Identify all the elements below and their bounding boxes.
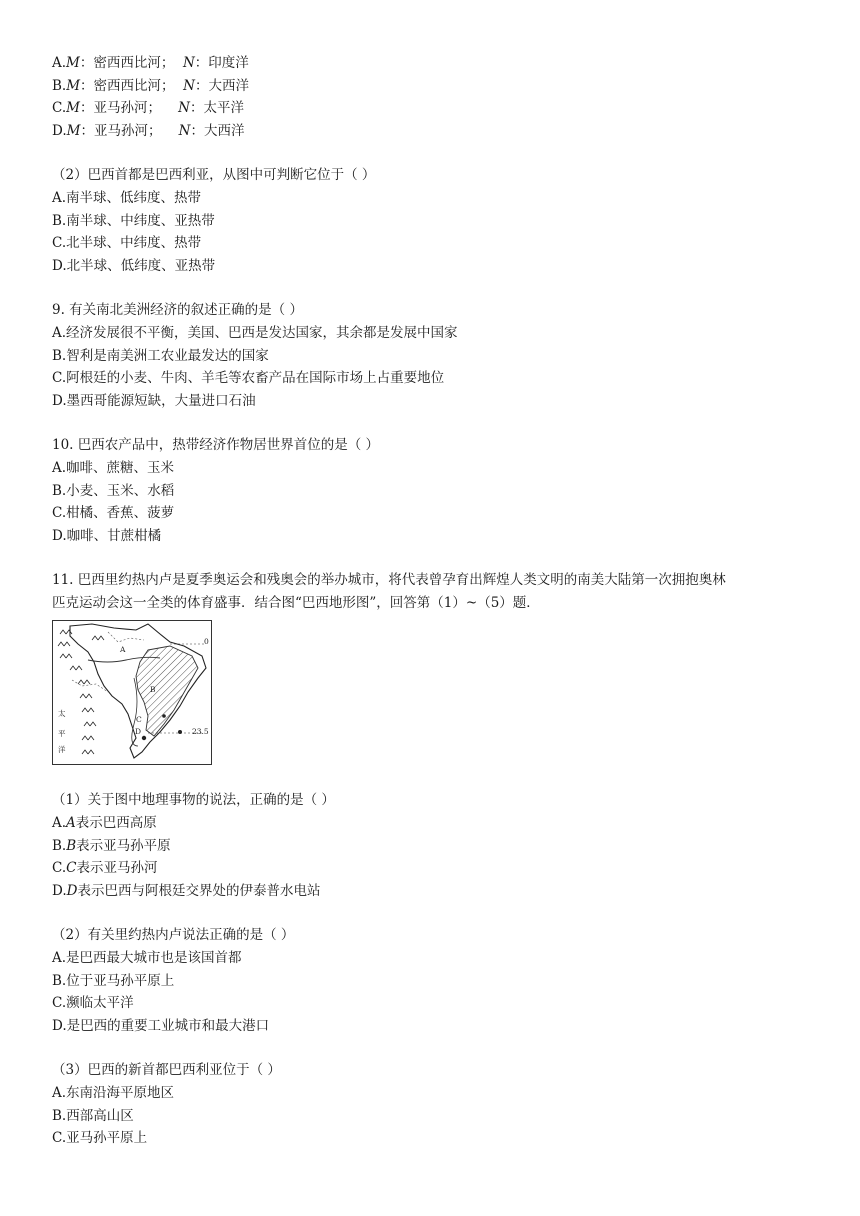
option-c[interactable]: C.C表示亚马孙河 [52,860,158,877]
question-stem-line2: 匹克运动会这一全类的体育盛事．结合图“巴西地形图”，回答第（1）~（5）题． [52,594,540,611]
option-a[interactable]: A.东南沿海平原地区 [52,1085,175,1101]
option-d[interactable]: D.咖啡、甘蔗柑橘 [52,527,162,544]
option-b[interactable]: B.西部高山区 [52,1107,134,1124]
question-stem: 9. 有关南北美洲经济的叙述正确的是（ ） [52,302,303,319]
option-c[interactable]: C.北半球、中纬度、热带 [52,235,202,252]
q11-part2 [52,924,822,1037]
label-d: D [135,727,142,737]
label-b: B [150,685,156,695]
question-9 [52,299,822,412]
brazil-terrain-map [52,620,212,765]
option-a[interactable]: A.A表示巴西高原 [52,815,157,832]
option-b[interactable]: B.B表示亚马孙平原 [52,837,171,854]
question-stem: （3）巴西的新首都巴西利亚位于（ ） [52,1062,281,1079]
option-d[interactable]: D.北半球、低纬度、亚热带 [52,257,216,274]
point-marker [142,736,146,740]
label-c: C [136,715,142,725]
option-d[interactable]: D.是巴西的重要工业城市和最大港口 [52,1017,270,1034]
question-stem: 10. 巴西农产品中，热带经济作物居世界首位的是（ ） [52,437,380,454]
option-b[interactable]: B.位于亚马孙平原上 [52,972,175,989]
option-c[interactable]: C.M：亚马孙河； N：太平洋 [52,100,244,117]
option-c[interactable]: C.柑橘、香蕉、菠萝 [52,505,175,522]
ocean-label-3: 洋 [58,745,66,755]
option-b[interactable]: B.南半球、中纬度、亚热带 [52,212,215,229]
question-stem-line1: 11. 巴西里约热内卢是夏季奥运会和残奥会的举办城市，将代表曾孕育出辉煌人类文明的南美大陆第一次拥抱奥林 [52,572,726,589]
option-a[interactable]: A.M：密西西比河； N：印度洋 [52,55,249,71]
option-d[interactable]: D.M：亚马孙河； N：大西洋 [52,122,245,139]
option-b[interactable]: B.M：密西西比河； N：大西洋 [52,77,249,94]
point-marker [178,730,182,734]
point-marker [162,715,166,719]
q11-part1 [52,789,822,902]
option-b[interactable]: B.智利是南美洲工农业最发达的国家 [52,347,269,364]
option-b[interactable]: B.小麦、玉米、水稻 [52,482,175,499]
q11-part3 [52,1059,822,1149]
question-10 [52,434,822,547]
option-c[interactable]: C.濒临太平洋 [52,995,134,1012]
question-stem: （2）巴西首都是巴西利亚，从图中可判断它位于（ ） [52,167,376,184]
q8-part2 [52,164,822,277]
option-d[interactable]: D.墨西哥能源短缺，大量进口石油 [52,392,256,409]
label-a: A [120,645,126,655]
option-c[interactable]: C.亚马孙平原上 [52,1130,148,1147]
option-a[interactable]: A.经济发展很不平衡，美国、巴西是发达国家，其余都是发展中国家 [52,324,458,341]
option-c[interactable]: C.阿根廷的小麦、牛肉、羊毛等农畜产品在国际市场上占重要地位 [52,370,445,387]
option-a[interactable]: A.是巴西最大城市也是该国首都 [52,950,242,967]
question-stem: （1）关于图中地理事物的说法，正确的是（ ） [52,792,335,809]
question-11 [52,569,822,1150]
ocean-label-1: 太 [58,709,66,719]
question-stem: （2）有关里约热内卢说法正确的是（ ） [52,927,295,944]
ocean-label-2: 平 [58,729,66,739]
worksheet-page [52,52,822,1150]
option-a[interactable]: A.南半球、低纬度、热带 [52,189,202,206]
label-zero: 0 [204,637,209,647]
option-d[interactable]: D.D表示巴西与阿根廷交界处的伊泰普水电站 [52,882,321,899]
option-a[interactable]: A.咖啡、蔗糖、玉米 [52,459,175,476]
label-lat: 23.5 [192,727,209,737]
q8-part1-options [52,52,822,142]
